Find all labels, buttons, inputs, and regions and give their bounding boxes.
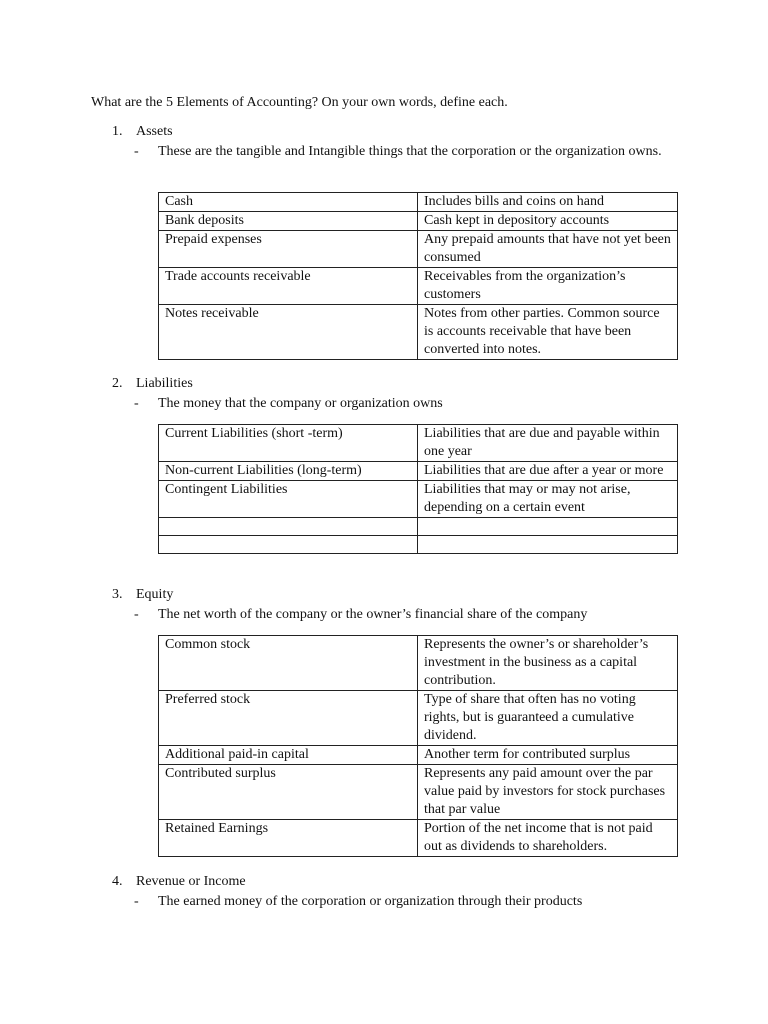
table-cell: Contributed surplus [159, 765, 418, 820]
table-cell: Trade accounts receivable [159, 268, 418, 305]
section-title: Assets [136, 124, 173, 139]
table-cell [418, 518, 678, 536]
table-cell: Prepaid expenses [159, 231, 418, 268]
section-definition: - The earned money of the corporation or organization through their products [134, 894, 583, 909]
table-cell: Any prepaid amounts that have not yet been consumed [418, 231, 678, 268]
section-number: 3. [112, 587, 123, 602]
table-cell: Cash [159, 193, 418, 212]
table-row [159, 691, 678, 746]
table-cell: Liabilities that are due and payable within one year [418, 425, 678, 462]
table-row [159, 746, 678, 765]
section-definition: - These are the tangible and Intangible things that the corporation or the organization owns. [134, 144, 662, 159]
table-cell [418, 536, 678, 554]
table-cell: Bank deposits [159, 212, 418, 231]
table-cell [159, 536, 418, 554]
table-cell: Additional paid-in capital [159, 746, 418, 765]
table-cell: Liabilities that may or may not arise, depending on a certain event [418, 481, 678, 518]
assets-table [158, 192, 678, 360]
table-row [159, 231, 678, 268]
section-revenue [112, 873, 692, 911]
table-cell: Current Liabilities (short -term) [159, 425, 418, 462]
table-cell: Includes bills and coins on hand [418, 193, 678, 212]
table-row [159, 425, 678, 462]
table-row [159, 636, 678, 691]
table-row [159, 212, 678, 231]
section-equity [112, 586, 692, 624]
section-definition: - The net worth of the company or the owner’s financial share of the company [134, 607, 588, 622]
table-row [159, 268, 678, 305]
section-definition: - The money that the company or organization owns [134, 396, 443, 411]
table-cell: Type of share that often has no voting rights, but is guaranteed a cumulative dividend. [418, 691, 678, 746]
table-cell: Non-current Liabilities (long-term) [159, 462, 418, 481]
table-cell: Represents any paid amount over the par value paid by investors for stock purchases that par value [418, 765, 678, 820]
section-title: Liabilities [136, 376, 193, 391]
section-number: 4. [112, 874, 123, 889]
table-cell: Receivables from the organization’s customers [418, 268, 678, 305]
table-cell: Common stock [159, 636, 418, 691]
table-cell: Retained Earnings [159, 820, 418, 857]
table-row [159, 765, 678, 820]
section-assets [112, 123, 692, 161]
table-cell: Notes from other parties. Common source is accounts receivable that have been converted into notes. [418, 305, 678, 360]
table-cell: Another term for contributed surplus [418, 746, 678, 765]
question-heading: What are the 5 Elements of Accounting? On your own words, define each. [91, 95, 508, 110]
table-row [159, 820, 678, 857]
section-liabilities [112, 375, 692, 413]
section-number: 1. [112, 124, 123, 139]
table-row [159, 462, 678, 481]
liabilities-table [158, 424, 678, 554]
table-cell: Liabilities that are due after a year or more [418, 462, 678, 481]
table-cell: Preferred stock [159, 691, 418, 746]
table-row [159, 536, 678, 554]
table-cell: Notes receivable [159, 305, 418, 360]
table-cell [159, 518, 418, 536]
section-title: Equity [136, 587, 174, 602]
table-row [159, 305, 678, 360]
table-cell: Portion of the net income that is not paid out as dividends to shareholders. [418, 820, 678, 857]
table-row [159, 481, 678, 518]
equity-table [158, 635, 678, 857]
table-row [159, 518, 678, 536]
section-title: Revenue or Income [136, 874, 246, 889]
table-cell: Represents the owner’s or shareholder’s investment in the business as a capital contribution. [418, 636, 678, 691]
table-cell: Cash kept in depository accounts [418, 212, 678, 231]
section-number: 2. [112, 376, 123, 391]
table-row [159, 193, 678, 212]
table-cell: Contingent Liabilities [159, 481, 418, 518]
